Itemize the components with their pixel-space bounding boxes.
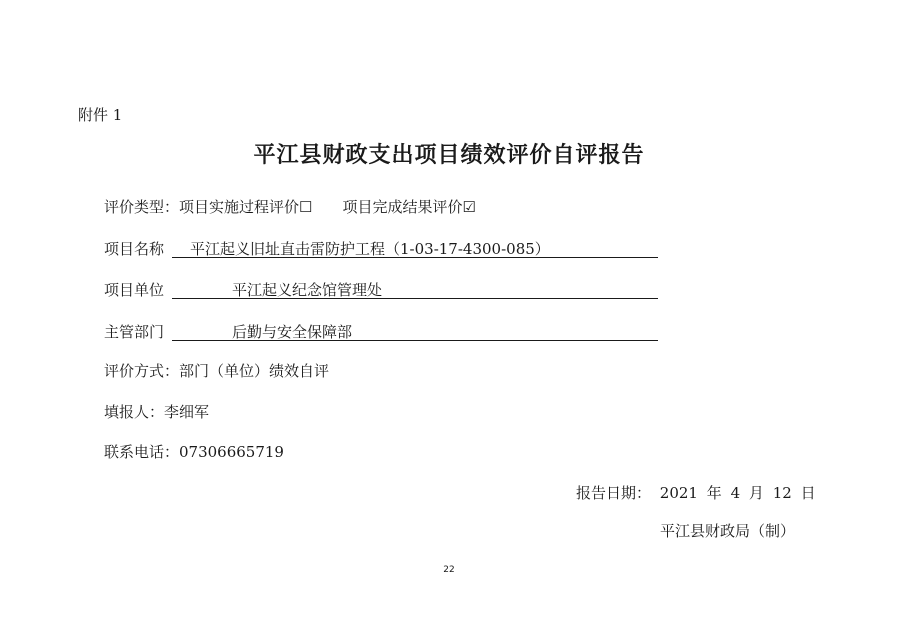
report-date-year-unit: 年: [706, 484, 722, 502]
project-unit-label: 项目单位: [104, 281, 165, 299]
option-process-checkbox: ☐: [299, 198, 313, 216]
evaluation-type-label: 评价类型：: [104, 198, 180, 216]
report-date: [576, 482, 820, 503]
supervisor-value: 后勤与安全保障部: [232, 323, 353, 341]
page-number: 22: [443, 565, 455, 575]
project-unit-value: 平江起义纪念馆管理处: [232, 281, 383, 299]
report-date-month-unit: 月: [748, 484, 764, 502]
evaluation-type-row: [104, 196, 476, 217]
option-result-label: 项目完成结果评价: [342, 198, 463, 216]
page-title: 平江县财政支出项目绩效评价自评报告: [253, 143, 645, 168]
supervisor-field: [104, 321, 658, 341]
project-name-field: [104, 238, 658, 258]
evaluation-method: 评价方式：部门（单位）绩效自评: [104, 362, 330, 380]
report-date-year: 2021: [659, 484, 698, 502]
supervisor-label: 主管部门: [104, 323, 165, 341]
option-process-label: 项目实施过程评价: [179, 198, 300, 216]
report-date-day: 12: [772, 484, 792, 502]
issuer: 平江县财政局（制）: [660, 522, 796, 540]
contact-phone: 联系电话：07306665719: [104, 443, 284, 461]
option-result-checkbox: ☑: [462, 198, 476, 216]
filler: 填报人：李细军: [104, 403, 210, 421]
project-unit-field: [104, 279, 658, 299]
report-date-month: 4: [730, 484, 741, 502]
report-date-label: 报告日期：: [576, 484, 652, 502]
report-date-day-unit: 日: [800, 484, 816, 502]
project-name-label: 项目名称: [104, 240, 165, 258]
project-name-value: 平江起义旧址直击雷防护工程（1-03-17-4300-085）: [190, 240, 550, 258]
attachment-label: 附件 1: [78, 106, 123, 124]
